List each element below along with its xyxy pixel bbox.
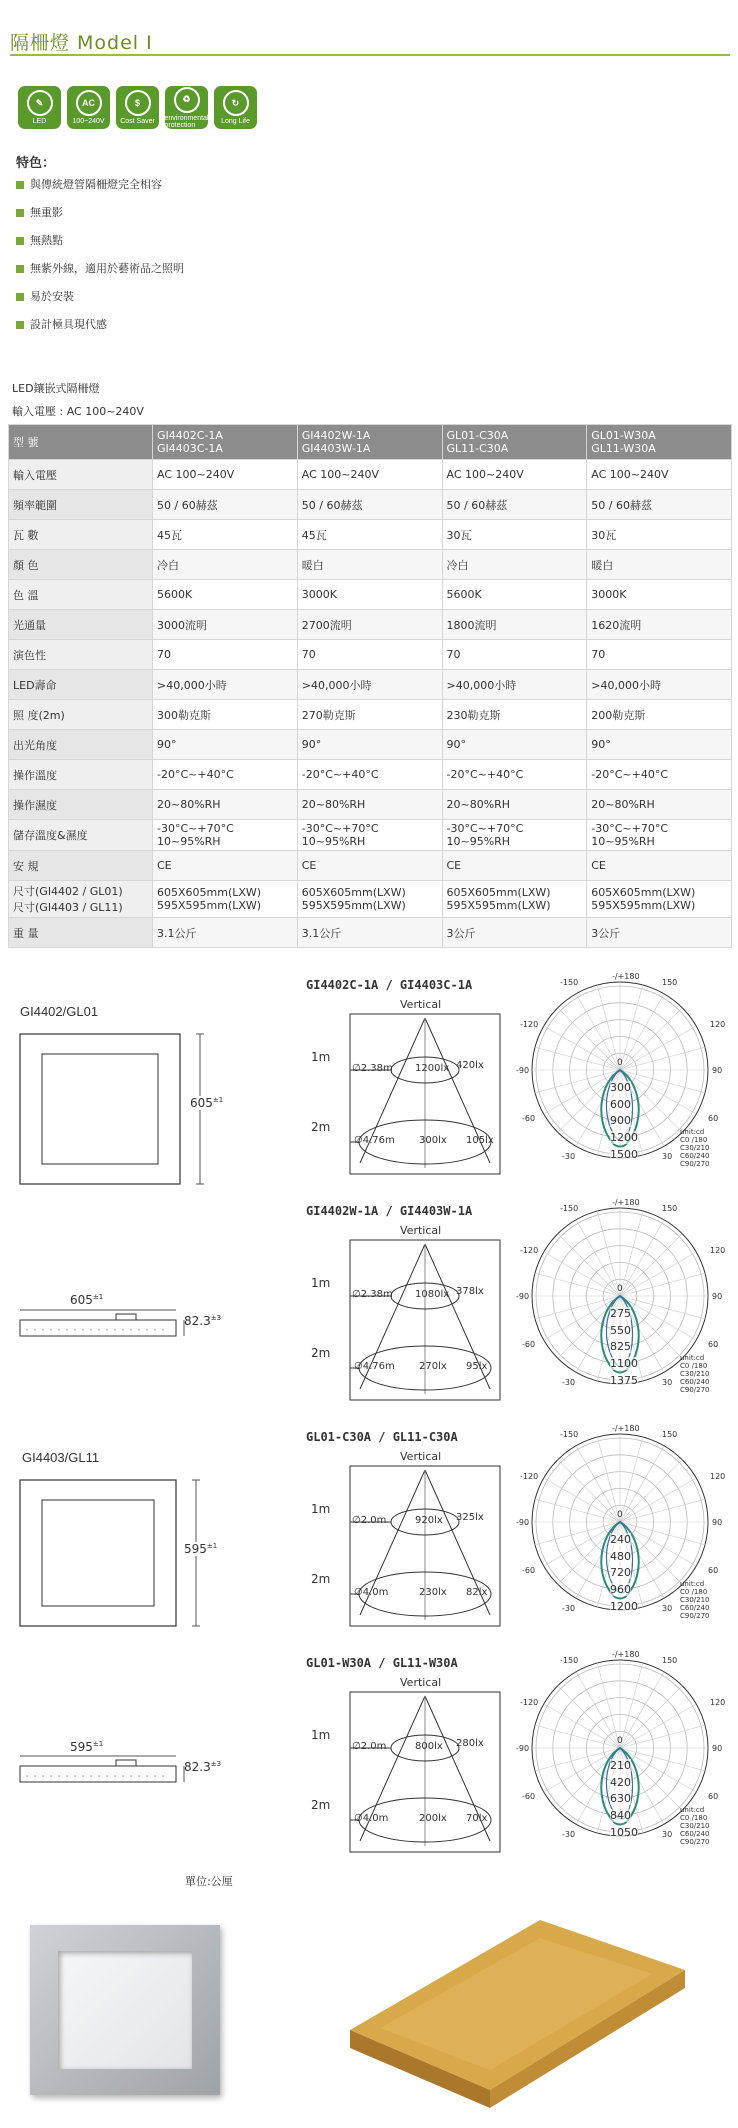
polar-angle-label: 30	[662, 1152, 673, 1161]
edge-lux-1m-label: 325lx	[456, 1512, 484, 1523]
spec-row	[9, 580, 732, 610]
cost-saver-icon-glyph: $	[125, 90, 151, 116]
distance-1m-label: 1m	[311, 1728, 331, 1742]
spec-row	[9, 730, 732, 760]
polar-angle-label: 150	[662, 1656, 678, 1665]
polar-legend-item: C60/240	[680, 1378, 710, 1386]
spec-cell: 70	[297, 640, 442, 670]
feature-item	[16, 316, 184, 344]
spec-table	[8, 424, 732, 948]
long-life-icon-label: Long Life	[221, 118, 250, 125]
voltage-note: 輸入電壓 : AC 100~240V	[12, 405, 144, 418]
edge-lux-1m-label: 420lx	[456, 1060, 484, 1071]
spec-row	[9, 520, 732, 550]
dim2-side-drawing	[16, 1746, 196, 1796]
spec-cell: CE	[442, 851, 587, 881]
cone-title: GL01-C30A / GL11-C30A	[306, 1430, 458, 1444]
spec-cell: AC 100~240V	[587, 460, 732, 490]
spec-cell: 70	[442, 640, 587, 670]
spec-label: 瓦 數	[9, 520, 153, 550]
page-title: 隔柵燈 Model Ⅰ	[10, 32, 153, 54]
cone-title: GI4402C-1A / GI4403C-1A	[306, 978, 473, 992]
spec-cell: >40,000小時	[297, 670, 442, 700]
bullet-icon	[16, 293, 24, 301]
spec-cell: 70	[587, 640, 732, 670]
spec-cell: 冷白	[442, 550, 587, 580]
spec-cell: 3公斤	[587, 918, 732, 948]
center-lux-1m-label: 920lx	[415, 1515, 443, 1526]
polar-ring-label: 1200	[610, 1131, 638, 1145]
polar-ring-label: 1100	[610, 1357, 638, 1371]
feature-item	[16, 260, 184, 288]
polar-legend-item: unit:cd	[680, 1354, 705, 1362]
product-photo-front	[30, 1925, 220, 2095]
spec-label: 演色性	[9, 640, 153, 670]
polar-legend-item: C60/240	[680, 1152, 710, 1160]
spec-label: 操作溫度	[9, 760, 153, 790]
spec-label: 照 度(2m)	[9, 700, 153, 730]
distance-1m-label: 1m	[311, 1502, 331, 1516]
polar-angle-label: 150	[662, 1204, 678, 1213]
polar-angle-label: 60	[708, 1340, 719, 1349]
spec-cell: 90°	[153, 730, 298, 760]
polar-legend-item: C0 /180	[680, 1588, 708, 1596]
spec-row	[9, 610, 732, 640]
spec-cell: >40,000小時	[442, 670, 587, 700]
spec-row	[9, 820, 732, 851]
polar-ring-label: 420	[610, 1775, 631, 1789]
spec-cell: GI4402C-1A GI4403C-1A	[153, 425, 298, 460]
polar-angle-label: 90	[712, 1292, 723, 1301]
spec-cell: 30瓦	[587, 520, 732, 550]
polar-angle-label: -90	[516, 1292, 530, 1301]
spec-row	[9, 490, 732, 520]
led-icon-glyph: ✎	[27, 90, 53, 116]
polar-angle-label: 90	[712, 1066, 723, 1075]
cone-view-label: Vertical	[400, 998, 442, 1011]
spec-header-row	[9, 425, 732, 460]
feature-text: 無熱點	[30, 234, 63, 247]
polar-angle-label: -/+180	[612, 1424, 640, 1433]
ac-icon-glyph: AC	[76, 90, 102, 116]
spec-cell: 270勒克斯	[297, 700, 442, 730]
diameter-2m-label: ∅4.76m	[354, 1361, 395, 1372]
polar-ring-label: 550	[610, 1323, 631, 1337]
spec-label: 儲存溫度&濕度	[9, 820, 153, 851]
cone-title: GL01-W30A / GL11-W30A	[306, 1656, 458, 1670]
polar-ring-label: 960	[610, 1583, 631, 1597]
diameter-2m-label: ∅4.76m	[354, 1135, 395, 1146]
cost-saver-icon-label: Cost Saver	[120, 118, 155, 125]
spec-cell: 30瓦	[442, 520, 587, 550]
polar-angle-label: 60	[708, 1792, 719, 1801]
cone-view-label: Vertical	[400, 1450, 442, 1463]
spec-label: 顏 色	[9, 550, 153, 580]
dim2-width-text: $595^{\pm 1}$	[70, 1740, 104, 1754]
polar-angle-label: -120	[520, 1698, 539, 1707]
light-cone-diagram	[300, 1008, 550, 1208]
spec-cell: >40,000小時	[587, 670, 732, 700]
spec-label: 頻率範圍	[9, 490, 153, 520]
environmental-protection-icon-glyph: ♻	[174, 87, 200, 113]
cost-saver-icon	[116, 86, 159, 129]
spec-label: 安 規	[9, 851, 153, 881]
feature-icons	[18, 86, 257, 129]
spec-cell: 605X605mm(LXW) 595X595mm(LXW)	[587, 881, 732, 918]
polar-legend-item: C0 /180	[680, 1362, 708, 1370]
bullet-icon	[16, 237, 24, 245]
polar-legend-item: unit:cd	[680, 1128, 705, 1136]
polar-angle-label: 150	[662, 1430, 678, 1439]
spec-cell: -30°C~+70°C 10~95%RH	[153, 820, 298, 851]
spec-cell: 50 / 60赫茲	[587, 490, 732, 520]
spec-cell: AC 100~240V	[442, 460, 587, 490]
spec-cell: 3000流明	[153, 610, 298, 640]
distance-2m-label: 2m	[311, 1120, 331, 1134]
spec-cell: 90°	[587, 730, 732, 760]
spec-cell: 20~80%RH	[442, 790, 587, 820]
polar-ring-label: 275	[610, 1306, 631, 1320]
spec-cell: 90°	[442, 730, 587, 760]
polar-legend-item: C90/270	[680, 1838, 710, 1846]
spec-cell: 200勒克斯	[587, 700, 732, 730]
diameter-1m-label: ∅2.38m	[352, 1063, 393, 1074]
dim2-depth-text: $82.3^{\pm 3}$	[184, 1760, 222, 1774]
polar-angle-label: 30	[662, 1604, 673, 1613]
spec-label: 輸入電壓	[9, 460, 153, 490]
spec-cell: 5600K	[153, 580, 298, 610]
light-cone-diagram	[300, 1686, 550, 1886]
polar-angle-label: -90	[516, 1744, 530, 1753]
spec-cell: 2700流明	[297, 610, 442, 640]
polar-ring-label: 1375	[610, 1374, 638, 1387]
edge-lux-2m-label: 70lx	[466, 1813, 488, 1824]
spec-label: 操作濕度	[9, 790, 153, 820]
spec-cell: 3.1公斤	[297, 918, 442, 948]
polar-legend-item: unit:cd	[680, 1806, 705, 1814]
spec-cell: -20°C~+40°C	[297, 760, 442, 790]
spec-row	[9, 790, 732, 820]
polar-legend-item: C30/210	[680, 1822, 710, 1830]
spec-cell: AC 100~240V	[153, 460, 298, 490]
feature-item	[16, 176, 184, 204]
spec-label: 尺寸(GI4402 / GL01) 尺寸(GI4403 / GL11)	[9, 881, 153, 918]
bullet-icon	[16, 265, 24, 273]
spec-cell: CE	[587, 851, 732, 881]
polar-angle-label: 90	[712, 1518, 723, 1527]
spec-cell: 1620流明	[587, 610, 732, 640]
spec-label: 型 號	[9, 425, 153, 460]
polar-angle-label: -60	[522, 1114, 536, 1123]
edge-lux-1m-label: 280lx	[456, 1738, 484, 1749]
light-cone-diagram	[300, 1460, 550, 1660]
polar-ring-label: 1050	[610, 1826, 638, 1839]
distance-2m-label: 2m	[311, 1798, 331, 1812]
diameter-1m-label: ∅2.0m	[352, 1515, 387, 1526]
spec-cell: 冷白	[153, 550, 298, 580]
polar-angle-label: -30	[562, 1152, 576, 1161]
diameter-1m-label: ∅2.0m	[352, 1741, 387, 1752]
led-icon	[18, 86, 61, 129]
polar-legend-item: C30/210	[680, 1144, 710, 1152]
feature-text: 無重影	[30, 206, 63, 219]
spec-cell: 45瓦	[153, 520, 298, 550]
feature-text: 與傳統燈管隔柵燈完全相容	[30, 178, 162, 191]
features-list	[16, 176, 184, 344]
polar-angle-label: -60	[522, 1566, 536, 1575]
dim2-size-text: $595^{\pm 1}$	[184, 1542, 218, 1556]
polar-angle-label: -60	[522, 1340, 536, 1349]
edge-lux-2m-label: 105lx	[466, 1135, 494, 1146]
feature-text: 設計極具現代感	[30, 318, 107, 331]
feature-item	[16, 232, 184, 260]
light-cone-diagram	[300, 1234, 550, 1434]
polar-legend-item: C30/210	[680, 1596, 710, 1604]
spec-row	[9, 670, 732, 700]
feature-text: 無紫外線，適用於藝術品之照明	[30, 262, 184, 275]
polar-legend-item: C90/270	[680, 1160, 710, 1168]
bullet-icon	[16, 321, 24, 329]
polar-angle-label: 60	[708, 1114, 719, 1123]
spec-cell: -30°C~+70°C 10~95%RH	[587, 820, 732, 851]
center-lux-2m-label: 200lx	[419, 1813, 447, 1824]
polar-angle-label: -150	[560, 1430, 579, 1439]
spec-label: 光通量	[9, 610, 153, 640]
spec-cell: 230勒克斯	[442, 700, 587, 730]
spec-cell: -30°C~+70°C 10~95%RH	[442, 820, 587, 851]
spec-cell: -30°C~+70°C 10~95%RH	[297, 820, 442, 851]
spec-cell: 605X605mm(LXW) 595X595mm(LXW)	[297, 881, 442, 918]
spec-row	[9, 640, 732, 670]
spec-row	[9, 851, 732, 881]
polar-angle-label: 0	[617, 1510, 623, 1520]
spec-cell: 3000K	[297, 580, 442, 610]
spec-label: 出光角度	[9, 730, 153, 760]
polar-angle-label: -30	[562, 1604, 576, 1613]
distance-2m-label: 2m	[311, 1346, 331, 1360]
polar-angle-label: -120	[520, 1246, 539, 1255]
spec-row	[9, 700, 732, 730]
product-name: LED鑲嵌式隔柵燈	[12, 382, 100, 395]
polar-legend-item: C60/240	[680, 1830, 710, 1838]
polar-angle-label: 30	[662, 1378, 673, 1387]
spec-cell: 暖白	[587, 550, 732, 580]
cone-view-label: Vertical	[400, 1224, 442, 1237]
spec-cell: -20°C~+40°C	[153, 760, 298, 790]
polar-ring-label: 600	[610, 1097, 631, 1111]
spec-cell: 605X605mm(LXW) 595X595mm(LXW)	[153, 881, 298, 918]
polar-legend-item: C30/210	[680, 1370, 710, 1378]
polar-ring-label: 1500	[610, 1148, 638, 1161]
spec-cell: >40,000小時	[153, 670, 298, 700]
polar-ring-label: 900	[610, 1114, 631, 1128]
cone-title: GI4402W-1A / GI4403W-1A	[306, 1204, 473, 1218]
polar-angle-label: -150	[560, 978, 579, 987]
diameter-1m-label: ∅2.38m	[352, 1289, 393, 1300]
spec-cell: 300勒克斯	[153, 700, 298, 730]
polar-ring-label: 210	[610, 1758, 631, 1772]
spec-label: 重 量	[9, 918, 153, 948]
spec-cell: 3.1公斤	[153, 918, 298, 948]
diameter-2m-label: ∅4.0m	[354, 1587, 389, 1598]
spec-cell: 3公斤	[442, 918, 587, 948]
polar-legend-item: C90/270	[680, 1612, 710, 1620]
polar-ring-label: 720	[610, 1566, 631, 1580]
polar-angle-label: -/+180	[612, 1198, 640, 1207]
polar-angle-label: 0	[617, 1736, 623, 1746]
spec-cell: 90°	[297, 730, 442, 760]
polar-angle-label: 0	[617, 1058, 623, 1068]
polar-angle-label: 30	[662, 1830, 673, 1839]
polar-ring-label: 1200	[610, 1600, 638, 1613]
polar-angle-label: 120	[710, 1246, 726, 1255]
polar-angle-label: -30	[562, 1830, 576, 1839]
bullet-icon	[16, 181, 24, 189]
polar-angle-label: -60	[522, 1792, 536, 1801]
center-lux-1m-label: 800lx	[415, 1741, 443, 1752]
spec-cell: 20~80%RH	[587, 790, 732, 820]
polar-ring-label: 300	[610, 1080, 631, 1094]
center-lux-2m-label: 230lx	[419, 1587, 447, 1598]
polar-ring-label: 825	[610, 1340, 631, 1354]
spec-row	[9, 918, 732, 948]
spec-cell: 605X605mm(LXW) 595X595mm(LXW)	[442, 881, 587, 918]
environmental-protection-icon-label: environmental protection	[164, 114, 209, 129]
dim2-label: GI4403/GL11	[22, 1450, 100, 1465]
polar-angle-label: -30	[562, 1378, 576, 1387]
polar-angle-label: -/+180	[612, 972, 640, 981]
distance-1m-label: 1m	[311, 1050, 331, 1064]
polar-angle-label: 120	[710, 1698, 726, 1707]
dim1-front-drawing	[18, 1030, 218, 1190]
spec-label: 色 溫	[9, 580, 153, 610]
long-life-icon-glyph: ↻	[223, 90, 249, 116]
edge-lux-1m-label: 378lx	[456, 1286, 484, 1297]
spec-cell: GI4402W-1A GI4403W-1A	[297, 425, 442, 460]
spec-cell: 3000K	[587, 580, 732, 610]
center-lux-1m-label: 1080lx	[415, 1289, 450, 1300]
spec-row	[9, 760, 732, 790]
polar-angle-label: -120	[520, 1472, 539, 1481]
spec-cell: 暖白	[297, 550, 442, 580]
polar-angle-label: 120	[710, 1472, 726, 1481]
spec-row	[9, 550, 732, 580]
long-life-icon	[214, 86, 257, 129]
center-lux-2m-label: 300lx	[419, 1135, 447, 1146]
polar-angle-label: 150	[662, 978, 678, 987]
spec-row	[9, 460, 732, 490]
polar-angle-label: 90	[712, 1744, 723, 1753]
polar-ring-label: 840	[610, 1809, 631, 1823]
spec-cell: GL01-C30A GL11-C30A	[442, 425, 587, 460]
edge-lux-2m-label: 95lx	[466, 1361, 488, 1372]
spec-cell: 1800流明	[442, 610, 587, 640]
spec-cell: 70	[153, 640, 298, 670]
ac-icon-label: 100~240V	[72, 118, 105, 125]
distance-1m-label: 1m	[311, 1276, 331, 1290]
center-lux-2m-label: 270lx	[419, 1361, 447, 1372]
polar-ring-label: 630	[610, 1792, 631, 1806]
spec-cell: 20~80%RH	[153, 790, 298, 820]
spec-cell: -20°C~+40°C	[442, 760, 587, 790]
dim1-size-text: $605^{\pm 1}$	[190, 1096, 224, 1110]
bullet-icon	[16, 209, 24, 217]
feature-text: 易於安裝	[30, 290, 74, 303]
dim1-label: GI4402/GL01	[20, 1004, 99, 1019]
spec-cell: 5600K	[442, 580, 587, 610]
polar-legend-item: C90/270	[680, 1386, 710, 1394]
polar-legend-item: C0 /180	[680, 1814, 708, 1822]
polar-ring-label: 240	[610, 1532, 631, 1546]
polar-angle-label: -120	[520, 1020, 539, 1029]
polar-angle-label: -150	[560, 1656, 579, 1665]
spec-cell: CE	[153, 851, 298, 881]
spec-row	[9, 881, 732, 918]
cone-view-label: Vertical	[400, 1676, 442, 1689]
distance-2m-label: 2m	[311, 1572, 331, 1586]
polar-angle-label: 0	[617, 1284, 623, 1294]
led-icon-label: LED	[32, 118, 47, 125]
dim1-width-text: $605^{\pm 1}$	[70, 1293, 104, 1307]
polar-legend-item: unit:cd	[680, 1580, 705, 1588]
spec-cell: AC 100~240V	[297, 460, 442, 490]
ac-icon	[67, 86, 110, 129]
dim1-depth-text: $82.3^{\pm 3}$	[184, 1314, 222, 1328]
feature-item	[16, 288, 184, 316]
polar-angle-label: 120	[710, 1020, 726, 1029]
spec-label: LED壽命	[9, 670, 153, 700]
polar-angle-label: -90	[516, 1066, 530, 1075]
diameter-2m-label: ∅4.0m	[354, 1813, 389, 1824]
feature-item	[16, 204, 184, 232]
polar-legend-item: C60/240	[680, 1604, 710, 1612]
dim1-side-drawing	[16, 1300, 196, 1350]
polar-legend-item: C0 /180	[680, 1136, 708, 1144]
polar-ring-label: 480	[610, 1549, 631, 1563]
polar-angle-label: -90	[516, 1518, 530, 1527]
environmental-protection-icon	[165, 86, 208, 129]
edge-lux-2m-label: 82lx	[466, 1587, 488, 1598]
polar-angle-label: -/+180	[612, 1650, 640, 1659]
center-lux-1m-label: 1200lx	[415, 1063, 450, 1074]
spec-cell: GL01-W30A GL11-W30A	[587, 425, 732, 460]
features-title: 特色：	[16, 156, 56, 171]
spec-cell: -20°C~+40°C	[587, 760, 732, 790]
polar-angle-label: 60	[708, 1566, 719, 1575]
unit-note: 單位:公厘	[185, 1875, 233, 1888]
spec-cell: 50 / 60赫茲	[297, 490, 442, 520]
spec-cell: 50 / 60赫茲	[153, 490, 298, 520]
spec-cell: 20~80%RH	[297, 790, 442, 820]
product-photo-box	[340, 1910, 690, 2110]
spec-cell: 45瓦	[297, 520, 442, 550]
dim2-front-drawing	[18, 1476, 218, 1636]
polar-angle-label: -150	[560, 1204, 579, 1213]
spec-cell: 50 / 60赫茲	[442, 490, 587, 520]
title-divider	[10, 54, 730, 56]
spec-cell: CE	[297, 851, 442, 881]
